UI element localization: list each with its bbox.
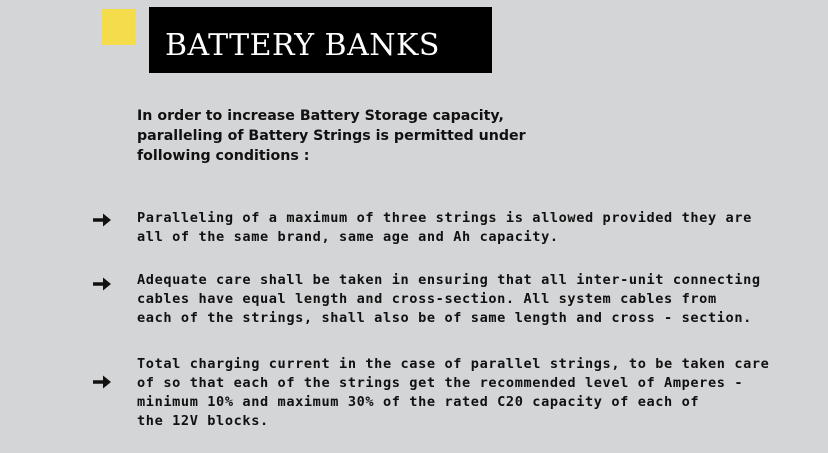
bullet-text (137, 355, 769, 431)
bullet-line: of so that each of the strings get the recommended level of Amperes - (137, 375, 744, 391)
page-title: BATTERY BANKS (165, 28, 440, 63)
bullet-line: Paralleling of a maximum of three strings is allowed provided they are (137, 210, 752, 226)
intro-paragraph (137, 106, 537, 166)
bullet-line: all of the same brand, same age and Ah capacity. (137, 229, 559, 245)
bullet-line: the 12V blocks. (137, 413, 269, 429)
title-banner (149, 7, 492, 73)
bullet-line: cables have equal length and cross-section. All system cables from (137, 291, 717, 307)
arrow-right-icon (92, 374, 112, 390)
bullet-line: minimum 10% and maximum 30% of the rated C20 capacity of each of (137, 394, 700, 410)
arrow-right-icon (92, 212, 112, 228)
intro-line: paralleling of Battery Strings is permitted under (137, 128, 526, 144)
intro-line: following conditions : (137, 148, 310, 164)
bullet-line: Adequate care shall be taken in ensuring that all inter-unit connecting (137, 272, 761, 288)
arrow-right-icon (92, 276, 112, 292)
bullet-line: Total charging current in the case of parallel strings, to be taken care (137, 356, 770, 372)
bullet-text (137, 209, 752, 247)
intro-line: In order to increase Battery Storage capacity, (137, 108, 504, 124)
bullet-line: each of the strings, shall also be of same length and cross - section. (137, 310, 752, 326)
accent-square (102, 9, 135, 45)
bullet-text (137, 271, 761, 328)
